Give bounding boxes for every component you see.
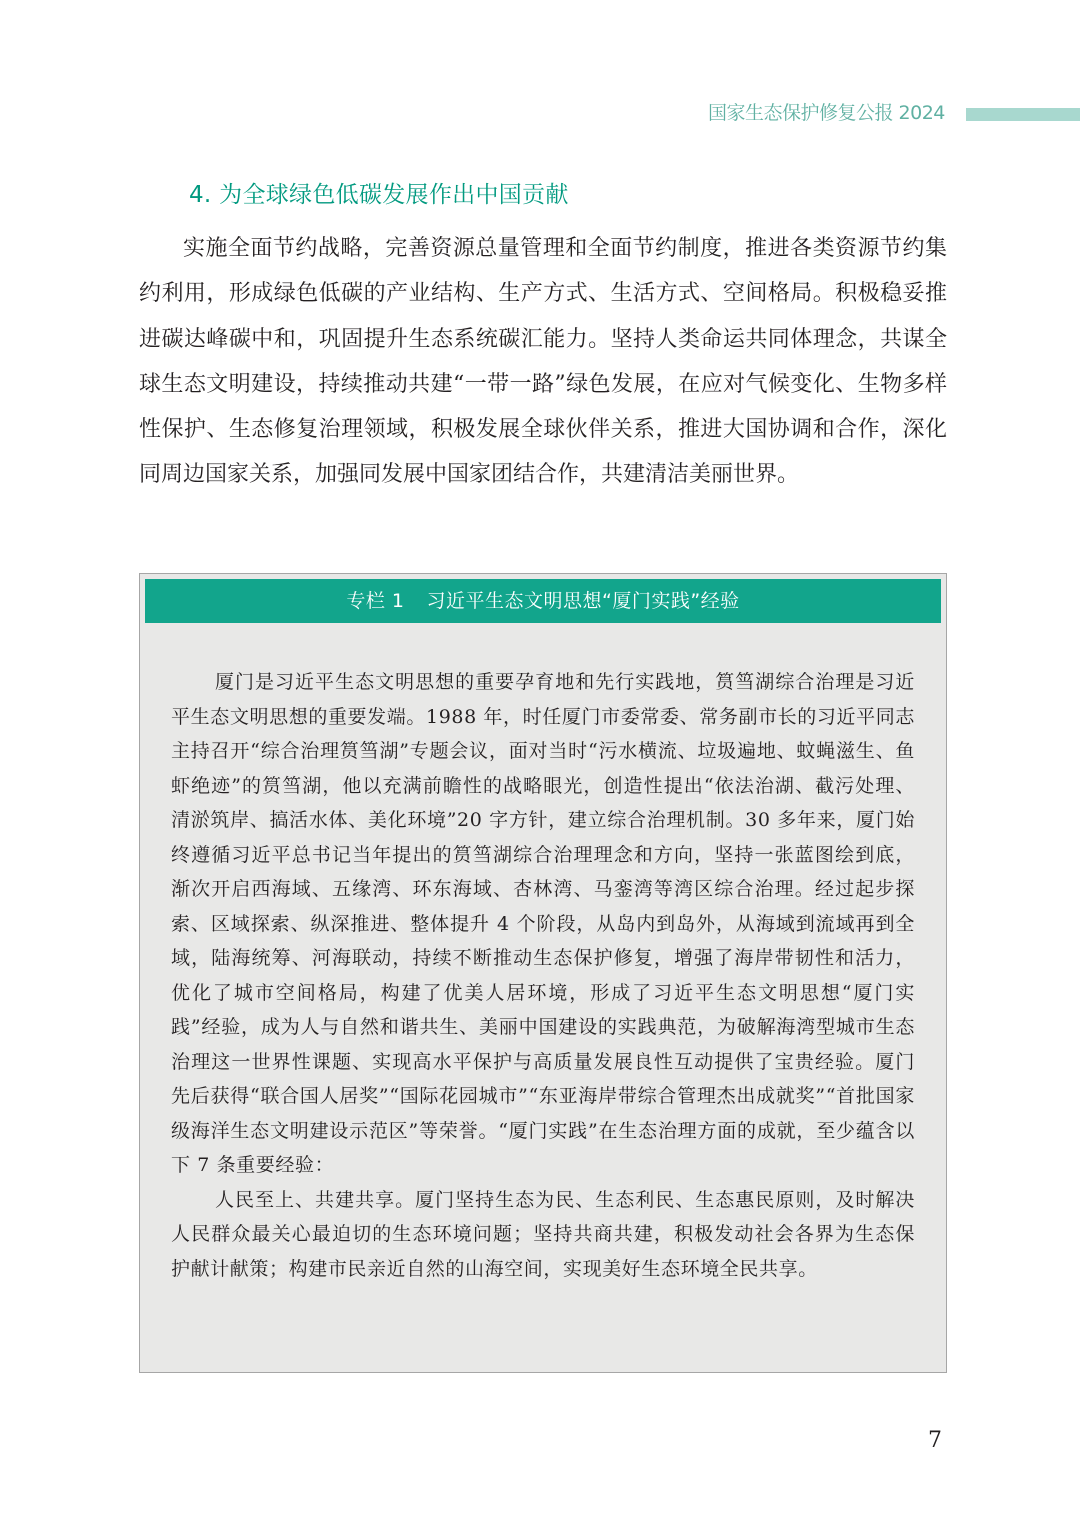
page-number: 7 [928, 1428, 942, 1453]
feature-box-paragraph: 人民至上、共建共享。厦门坚持生态为民、生态利民、生态惠民原则，及时解决人民群众最关心最迫切的生态环境问题；坚持共商共建，积极发动社会各界为生态保护献计献策；构建市民亲近自然的山海空间，实现美好生态环境全民共享。 [171, 1188, 915, 1280]
feature-box-title: 习近平生态文明思想“厦门实践”经验 [426, 590, 740, 612]
feature-box-body [171, 665, 915, 1286]
feature-box [139, 573, 947, 1373]
section-paragraph: 实施全面节约战略，完善资源总量管理和全面节约制度，推进各类资源节约集约利用，形成绿色低碳的产业结构、生产方式、生活方式、空间格局。积极稳妥推进碳达峰碳中和，巩固提升生态系统碳汇能力。坚持人类命运共同体理念，共谋全球生态文明建设，持续推动共建“一带一路”绿色发展，在应对气候变化、生物多样性保护、生态修复治理领域，积极发展全球伙伴关系，推进大国协调和合作，深化同周边国家关系，加强同发展中国家团结合作，共建清洁美丽世界。 [139, 236, 947, 488]
header-accent-bar [966, 108, 1080, 121]
section-heading: 4. 为全球绿色低碳发展作出中国贡献 [189, 182, 569, 208]
publication-title: 国家生态保护修复公报 2024 [708, 102, 945, 124]
feature-box-paragraph: 厦门是习近平生态文明思想的重要孕育地和先行实践地，筼筜湖综合治理是习近平生态文明思想的重要发端。1988 年，时任厦门市委常委、常务副市长的习近平同志主持召开“综合治理筼筜湖”专题会议，面对当时“污水横流、垃圾遍地、蚊蝇滋生、鱼虾绝迹”的筼筜湖，他以充满前瞻性的战略眼光，创造性提出“依法治湖、截污处理、清淤筑岸、搞活水体、美化环境”20 字方针，建立综合治理机制。30 多年来，厦门始终遵循习近平总书记当年提出的筼筜湖综合治理理念和方向，坚持一张蓝图绘到底，渐次开启西海域、五缘湾、环东海域、杏林湾、马銮湾等湾区综合治理。经过起步探索、区域探索、纵深推进、整体提升 4 个阶段，从岛内到岛外，从海域到流域再到全域，陆海统筹、河海联动，持续不断推动生态保护修复，增强了海岸带韧性和活力，优化了城市空间格局，构建了优美人居环境，形成了习近平生态文明思想“厦门实践”经验，成为人与自然和谐共生、美丽中国建设的实践典范，为破解海湾型城市生态治理这一世界性课题、实现高水平保护与高质量发展良性互动提供了宝贵经验。厦门先后获得“联合国人居奖”“国际花园城市”“东亚海岸带综合管理杰出成就奖”“首批国家级海洋生态文明建设示范区”等荣誉。“厦门实践”在生态治理方面的成就，至少蕴含以下 7 条重要经验： [171, 671, 915, 1176]
feature-box-number: 专栏 1 [346, 590, 405, 612]
feature-box-title-bar [145, 579, 941, 623]
